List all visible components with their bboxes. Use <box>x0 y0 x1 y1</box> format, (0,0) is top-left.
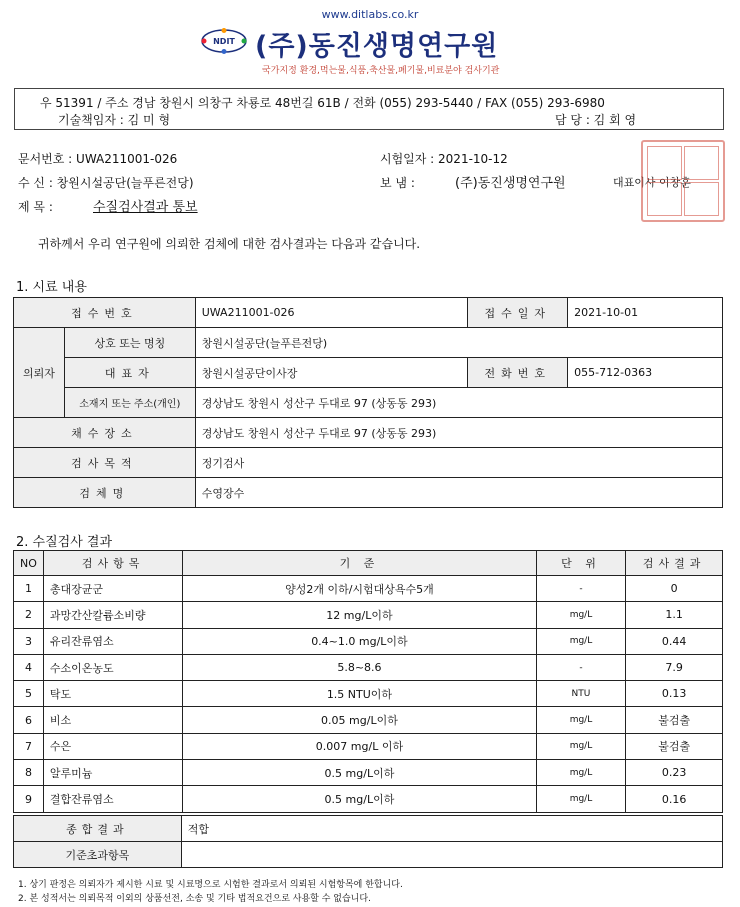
representative-label: 대표자 <box>64 358 195 388</box>
purpose: 정기검사 <box>195 448 722 478</box>
representative: 창원시설공단이사장 <box>195 358 468 388</box>
result-standard: 0.5 mg/L이하 <box>183 786 536 812</box>
phone-number: 055-712-0363 <box>568 358 723 388</box>
result-unit: mg/L <box>536 786 626 812</box>
technical-manager: 기술책임자 : 김 미 형 <box>58 113 171 127</box>
water-test-results-table <box>13 550 723 813</box>
requester-label: 의뢰자 <box>14 328 65 418</box>
result-no: 4 <box>14 654 44 680</box>
table-row <box>14 733 723 759</box>
result-item: 비소 <box>43 707 182 733</box>
overall-result: 적합 <box>181 816 722 842</box>
result-standard: 5.8~8.6 <box>183 654 536 680</box>
organization-name: (주)동진생명연구원 <box>255 31 499 62</box>
exceeded-items-label: 기준초과항목 <box>14 842 182 868</box>
result-unit: mg/L <box>536 707 626 733</box>
phone-label: 전화번호 <box>468 358 568 388</box>
result-standard: 양성2개 이하/시험대상욕수5개 <box>183 576 536 602</box>
result-value: 불검출 <box>626 733 723 759</box>
col-header-unit: 단 위 <box>536 551 626 576</box>
person-in-charge: 담 당 : 김 회 영 <box>555 113 637 127</box>
table-row <box>14 681 723 707</box>
col-header-no: NO <box>14 551 44 576</box>
website-url: www.ditlabs.co.kr <box>321 8 419 21</box>
company-name: 창원시설공단(늘푸른전당) <box>195 328 722 358</box>
result-item: 수은 <box>43 733 182 759</box>
receipt-date-label: 접수일자 <box>468 298 568 328</box>
result-standard: 1.5 NTU이하 <box>183 681 536 707</box>
overall-result-label: 종합결과 <box>14 816 182 842</box>
result-standard: 0.007 mg/L 이하 <box>183 733 536 759</box>
result-item: 총대장균군 <box>43 576 182 602</box>
receipt-no-label: 접수번호 <box>14 298 196 328</box>
test-date: 시험일자 : 2021-10-12 <box>380 152 508 166</box>
purpose-label: 검사목적 <box>14 448 196 478</box>
table-row <box>14 628 723 654</box>
result-item: 알루미늄 <box>43 760 182 786</box>
col-header-result: 검사결과 <box>626 551 723 576</box>
address-line: 우 51391 / 주소 경남 창원시 의창구 차룡로 48번길 61B / 전화 (055) 293-5440 / FAX (055) 293-6980 <box>40 96 605 110</box>
result-unit: mg/L <box>536 628 626 654</box>
receipt-date: 2021-10-01 <box>568 298 723 328</box>
result-item: 유리잔류염소 <box>43 628 182 654</box>
result-item: 수소이온농도 <box>43 654 182 680</box>
section1-title: 1. 시료 내용 <box>16 280 87 295</box>
result-unit: - <box>536 576 626 602</box>
sample-name-label: 검체명 <box>14 478 196 508</box>
result-unit: mg/L <box>536 602 626 628</box>
result-no: 7 <box>14 733 44 759</box>
section2-title: 2. 수질검사 결과 <box>16 535 113 550</box>
result-value: 불검출 <box>626 707 723 733</box>
sample-name: 수영장수 <box>195 478 722 508</box>
result-no: 5 <box>14 681 44 707</box>
recipient: 수 신 : 창원시설공단(늘푸른전당) <box>18 176 194 190</box>
table-row <box>14 760 723 786</box>
result-unit: NTU <box>536 681 626 707</box>
sender-label: 보 냄 : <box>380 176 415 190</box>
sampling-place-label: 채수장소 <box>14 418 196 448</box>
result-standard: 12 mg/L이하 <box>183 602 536 628</box>
result-standard: 0.5 mg/L이하 <box>183 760 536 786</box>
result-unit: mg/L <box>536 733 626 759</box>
subject-label: 제 목 : <box>18 200 53 214</box>
col-header-standard: 기 준 <box>183 551 536 576</box>
result-no: 1 <box>14 576 44 602</box>
result-unit: mg/L <box>536 760 626 786</box>
company-logo <box>200 28 248 54</box>
result-unit: - <box>536 654 626 680</box>
result-value: 0 <box>626 576 723 602</box>
table-row <box>14 786 723 812</box>
result-item: 탁도 <box>43 681 182 707</box>
result-value: 0.23 <box>626 760 723 786</box>
sample-info-table <box>13 297 723 508</box>
result-no: 6 <box>14 707 44 733</box>
receipt-no: UWA211001-026 <box>195 298 468 328</box>
footnote-1: 1. 상기 판정은 의뢰자가 제시한 시료 및 시료명으로 시험한 결과로서 의뢰된 시험항목에 한합니다. <box>18 880 403 890</box>
location-label: 소재지 또는 주소(개인) <box>64 388 195 418</box>
result-value: 1.1 <box>626 602 723 628</box>
logo-text: NDIT <box>213 37 235 46</box>
subject: 수질검사결과 통보 <box>93 200 198 215</box>
table-row <box>14 602 723 628</box>
company-label: 상호 또는 명칭 <box>64 328 195 358</box>
greeting-text: 귀하께서 우리 연구원에 의뢰한 검체에 대한 검사결과는 다음과 같습니다. <box>38 237 421 251</box>
company-seal <box>641 140 725 222</box>
certification-text: 국가지정 환경,먹는물,식품,축산물,폐기물,비료분야 검사기관 <box>262 66 500 76</box>
result-standard: 0.4~1.0 mg/L이하 <box>183 628 536 654</box>
result-no: 9 <box>14 786 44 812</box>
result-value: 0.16 <box>626 786 723 812</box>
result-no: 8 <box>14 760 44 786</box>
table-row <box>14 707 723 733</box>
result-value: 7.9 <box>626 654 723 680</box>
result-value: 0.44 <box>626 628 723 654</box>
result-value: 0.13 <box>626 681 723 707</box>
sender-name: (주)동진생명연구원 <box>455 176 566 191</box>
sender-ceo: 대표이사 이창훈 <box>613 176 691 189</box>
location: 경상남도 창원시 성산구 두대로 97 (상동동 293) <box>195 388 722 418</box>
col-header-item: 검사항목 <box>43 551 182 576</box>
result-no: 2 <box>14 602 44 628</box>
result-item: 과망간산칼륨소비량 <box>43 602 182 628</box>
result-standard: 0.05 mg/L이하 <box>183 707 536 733</box>
table-row <box>14 654 723 680</box>
footnote-2: 2. 본 성적서는 의뢰목적 이외의 상품선전, 소송 및 기타 법적요건으로 사용할 수 없습니다. <box>18 894 371 904</box>
sampling-place: 경상남도 창원시 성산구 두대로 97 (상동동 293) <box>195 418 722 448</box>
result-item: 결합잔류염소 <box>43 786 182 812</box>
exceeded-items <box>181 842 722 868</box>
document-number: 문서번호 : UWA211001-026 <box>18 152 178 166</box>
table-row <box>14 576 723 602</box>
summary-table <box>13 815 723 868</box>
result-no: 3 <box>14 628 44 654</box>
